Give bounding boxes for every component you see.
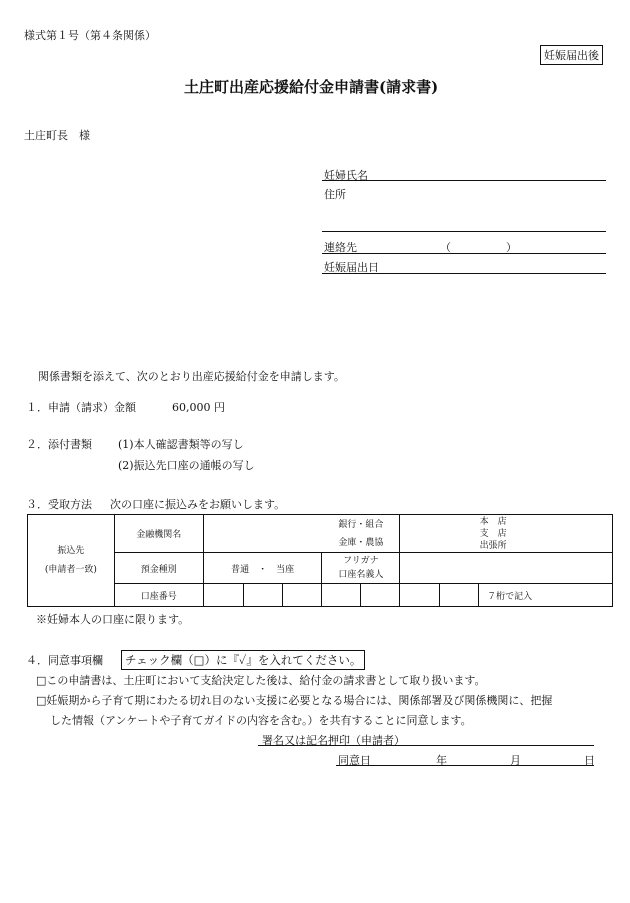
holder-label: 口座名義人 — [338, 570, 384, 580]
account-digit-7[interactable] — [440, 584, 479, 607]
consent-date-line[interactable] — [336, 765, 594, 766]
signature-label: 署名又は記名押印（申請者） — [262, 734, 405, 747]
applicant-contact-label: 連絡先 — [324, 241, 357, 254]
account-digit-3[interactable] — [282, 584, 322, 607]
consent-check-2-continued: した情報（アンケートや子育てガイドの内容を含む。）を共有することに同意します。 — [50, 714, 472, 727]
item3-label: ３．受取方法 — [26, 498, 92, 511]
branch-type-3: 出張所 — [479, 540, 507, 551]
consent-day: 日 — [584, 754, 595, 767]
item2-label: ２．添付書類 — [26, 438, 92, 451]
applicant-name-line[interactable] — [322, 180, 606, 181]
applicant-address-line[interactable] — [322, 231, 606, 232]
institution-type-1: 銀行・組合 — [338, 519, 384, 530]
account-note-cell: ７桁で記入 — [479, 584, 613, 607]
applicant-address-label: 住所 — [324, 188, 346, 201]
branch-name-cell[interactable] — [400, 515, 613, 553]
addressee: 土庄町長 様 — [24, 129, 90, 142]
form-number: 様式第１号（第４条関係） — [24, 29, 156, 42]
account-digit-1[interactable] — [203, 584, 243, 607]
item1-label: １．申請（請求）金額 — [26, 401, 136, 414]
consent-check-2[interactable]: □妊娠期から子育て期にわたる切れ目のない支援に必要となる場合には、関係部署及び関係機関に、把握 — [36, 694, 553, 707]
consent-check-1[interactable]: □この申請書は、土庄町において支給決定した後は、給付金の請求書として取り扱います。 — [36, 674, 486, 687]
account-number-label-cell: 口座番号 — [114, 584, 203, 607]
consent-year: 年 — [436, 754, 447, 767]
institution-name-cell[interactable] — [203, 515, 400, 553]
account-digit-2[interactable] — [243, 584, 282, 607]
consent-month: 月 — [510, 754, 521, 767]
institution-type-2: 金庫・農協 — [338, 537, 384, 548]
payee-sublabel: (申請者一致) — [44, 564, 97, 575]
branch-type-2: 支 店 — [479, 528, 507, 539]
item3-text: 次の口座に振込みをお願いします。 — [110, 498, 286, 511]
institution-label-cell: 金融機関名 — [114, 515, 203, 553]
pregnancy-date-label: 妊娠届出日 — [324, 261, 379, 274]
attached-doc-2: (2)振込先口座の通帳の写し — [118, 459, 255, 472]
deposit-type-label-cell: 預金種別 — [114, 553, 203, 584]
item4-label: ４．同意事項欄 — [26, 654, 103, 667]
check-instruction: チェック欄（□）に『✓』を入れてください。 — [121, 650, 365, 670]
applicant-name-label: 妊婦氏名 — [324, 169, 368, 182]
signature-line[interactable] — [258, 745, 594, 746]
holder-name-cell[interactable] — [400, 553, 613, 584]
payee-label-cell — [28, 515, 115, 607]
intro-text: 関係書類を添えて、次のとおり出産応援給付金を申請します。 — [38, 370, 345, 383]
attached-doc-1: (1)本人確認書類等の写し — [118, 438, 244, 451]
bank-note: ※妊婦本人の口座に限ります。 — [36, 613, 190, 626]
deposit-type-options[interactable]: 普通 ・ 当座 — [203, 553, 322, 584]
contact-paren-open: （ — [440, 241, 451, 254]
branch-type-1: 本 店 — [479, 516, 507, 527]
item1-amount: 60,000 円 — [172, 401, 225, 414]
payee-label: 振込先 — [57, 545, 85, 556]
furigana-label: フリガナ — [343, 556, 379, 566]
holder-label-cell — [322, 553, 400, 584]
corner-badge: 妊娠届出後 — [540, 45, 603, 65]
account-digit-6[interactable] — [400, 584, 440, 607]
applicant-contact-line[interactable] — [322, 253, 606, 254]
pregnancy-date-line[interactable] — [322, 273, 606, 274]
account-digit-5[interactable] — [361, 584, 400, 607]
consent-date-label: 同意日 — [338, 754, 371, 767]
account-digit-4[interactable] — [322, 584, 361, 607]
page-title: 土庄町出産応援給付金申請書(請求書) — [184, 78, 439, 96]
bank-account-table — [27, 514, 613, 607]
contact-paren-close: ） — [506, 241, 517, 254]
